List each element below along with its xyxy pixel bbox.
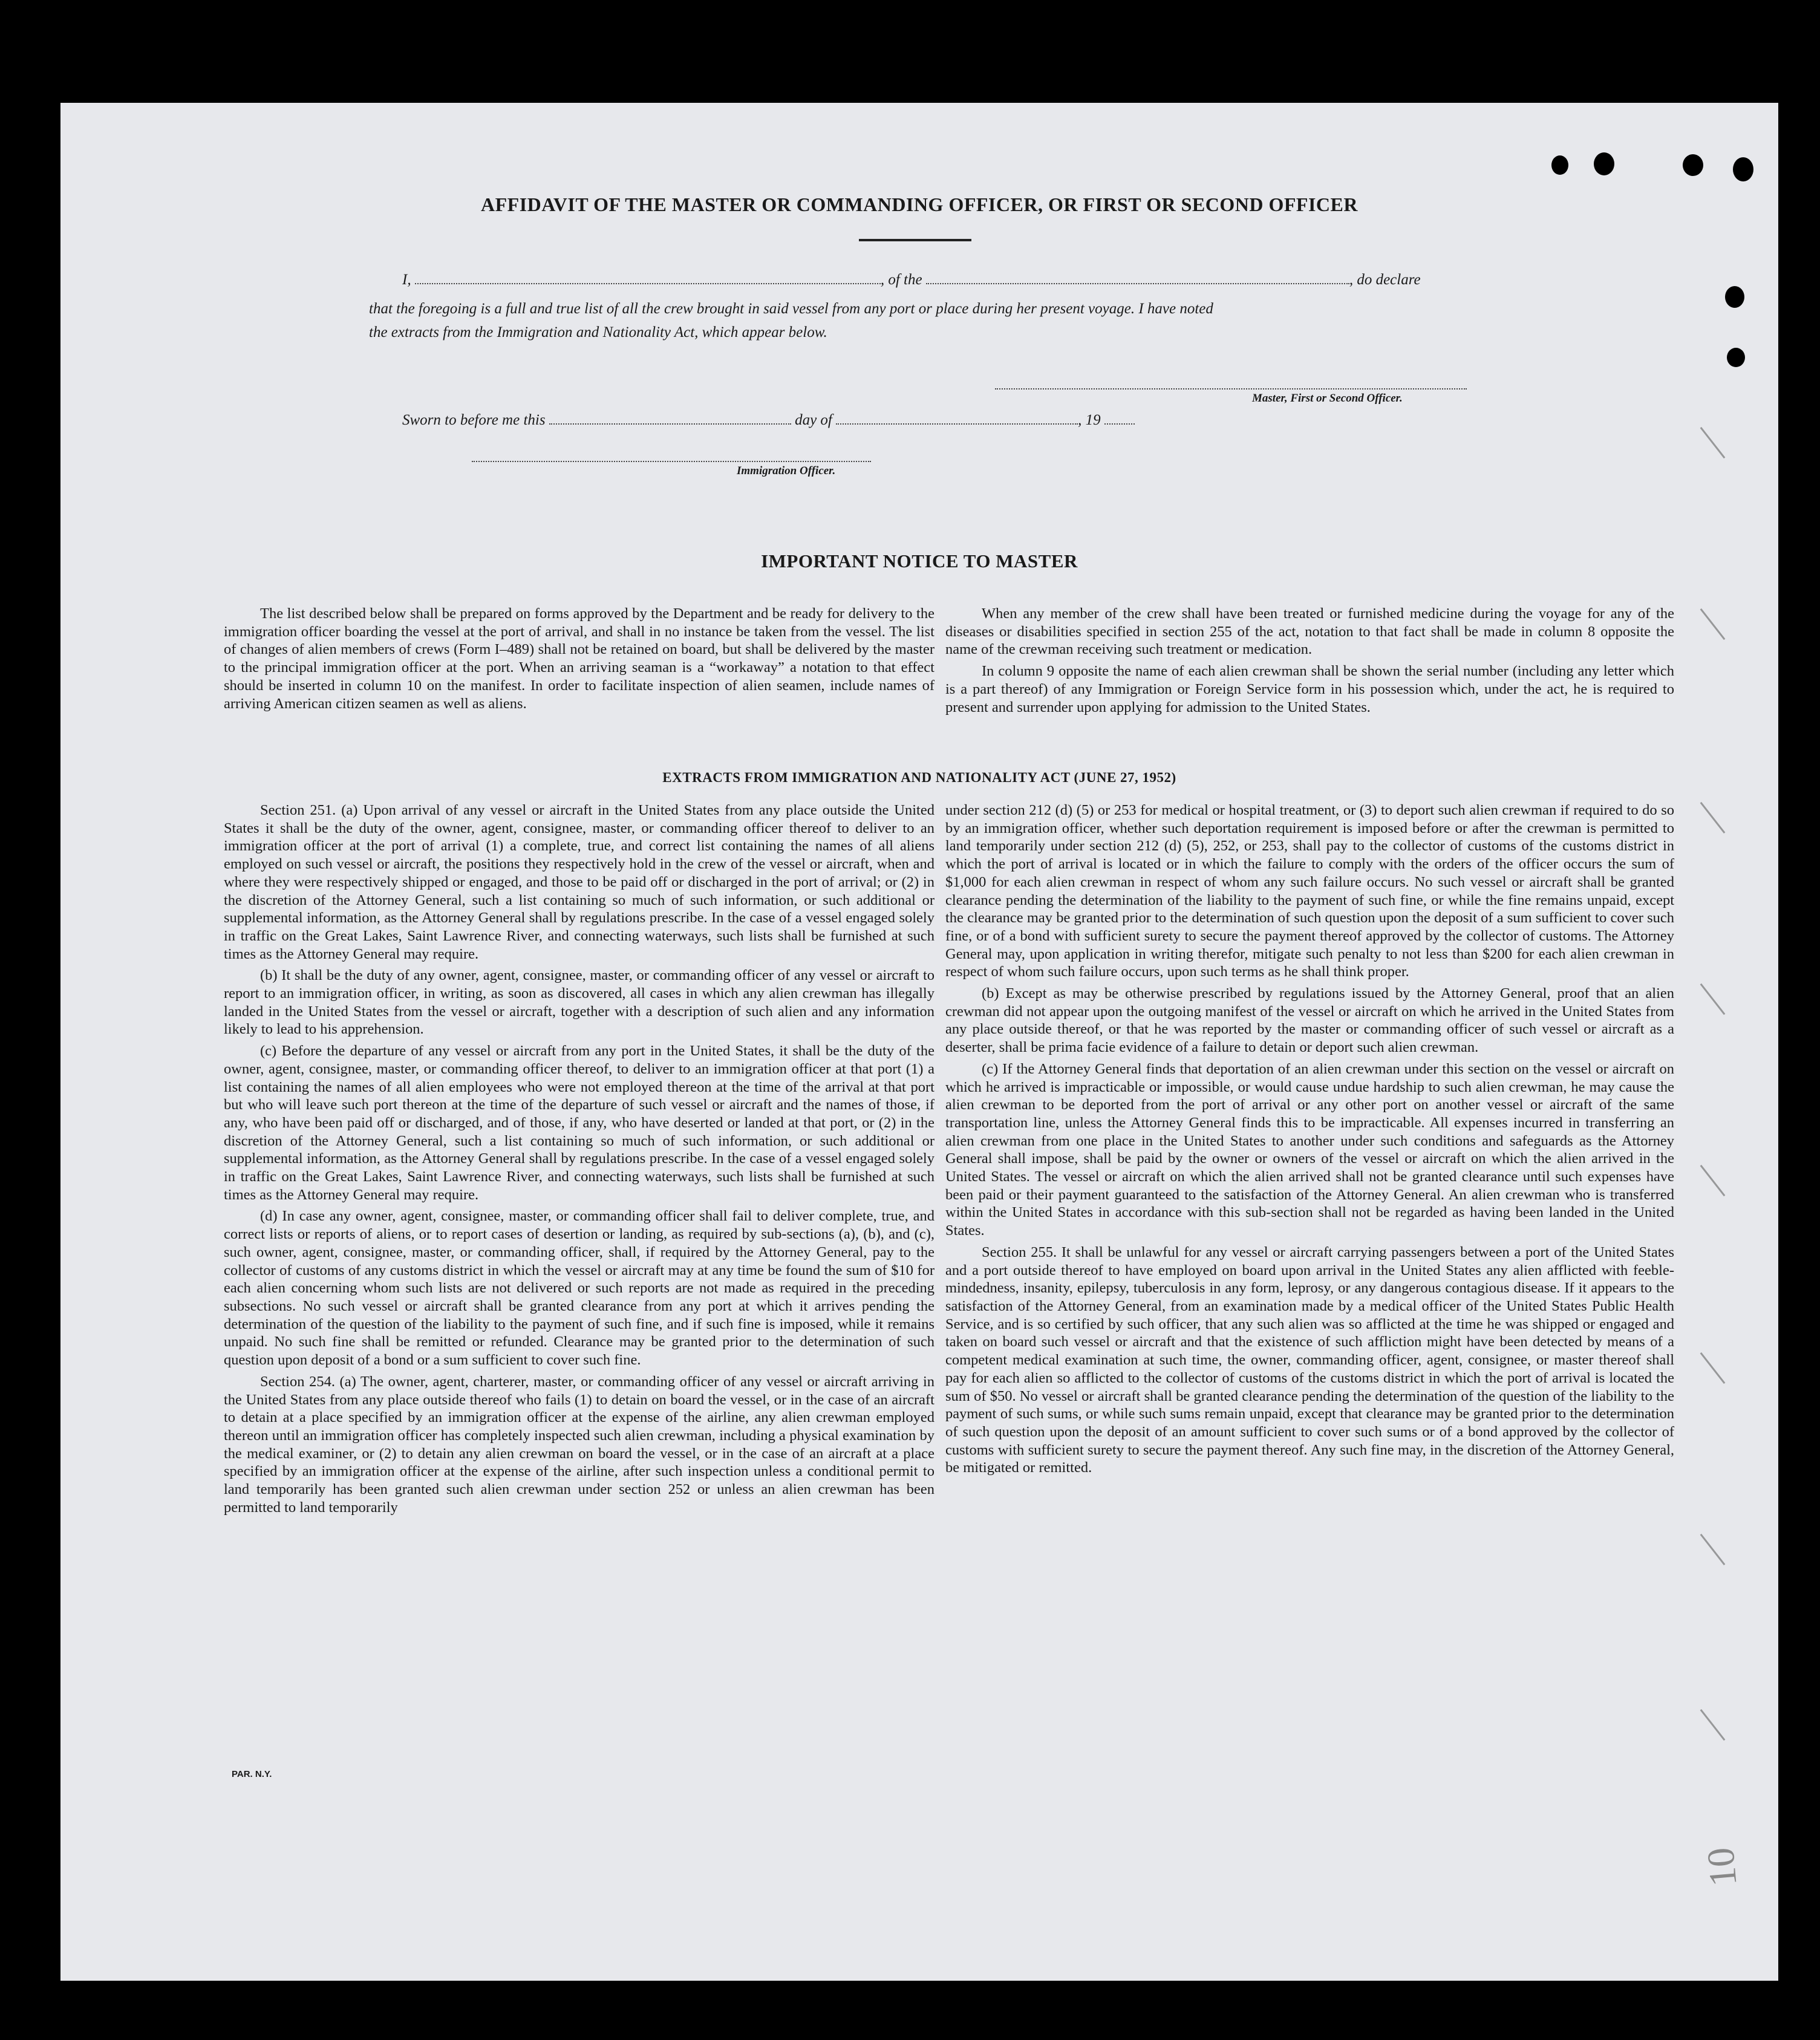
year-prefix: , 19 (1078, 412, 1101, 428)
declarant-prefix: I, (402, 272, 411, 288)
sworn-year-field[interactable] (1104, 411, 1135, 425)
pencil-tick (1700, 1534, 1726, 1565)
sworn-month-field[interactable] (836, 411, 1078, 425)
master-signature-label: Master, First or Second Officer. (1252, 392, 1403, 405)
pencil-tick (1700, 1709, 1726, 1741)
notice-paragraph: When any member of the crew shall have been treated or furnished medicine during the voyage for any of the diseases or disabilities specified in section 255 of the act, notation to that fact shall be made in column 8 opposite the name of the crewman receiving such treatment or medication. (945, 605, 1674, 658)
punch-hole (1594, 152, 1614, 175)
pencil-tick (1700, 1165, 1726, 1196)
notice-paragraph: In column 9 opposite the name of each alien crewman shall be shown the serial number (including any letter which is a part thereof) of any Immigration or Foreign Service form in his possession which, under the act, he is required to present and surrender upon applying for admission to the United States. (945, 663, 1674, 715)
pencil-tick (1700, 802, 1726, 833)
notice-right-column (945, 605, 1674, 720)
immigration-officer-label: Immigration Officer. (737, 464, 836, 477)
vessel-name-field[interactable] (926, 271, 1349, 284)
declaration-line-1 (402, 271, 1421, 288)
pencil-tick (1700, 608, 1726, 640)
affidavit-title: AFFIDAVIT OF THE MASTER OR COMMANDING OFFICER, OR FIRST OR SECOND OFFICER (481, 194, 1358, 215)
section-paragraph: (c) If the Attorney General finds that deportation of an alien crewman under this section on the vessel or aircraft on which he arrived is impracticable or impossible, or would cause undue hardship to such alien crewman, he may cause the alien crewman to be deported from the port of arrival or any other port on another vessel or aircraft of the same transportation line, unless the Attorney General finds this to be impracticable. All expenses incurred in transferring an alien crewman from one place in the United States to another under such conditions and safeguards as the Attorney General shall impose, shall be paid by the owner or owners of the vessel or aircraft on which the alien arrived in the United States. The vessel or aircraft on which the alien arrived shall not be granted clearance until such expenses have been paid or their payment guaranteed to the satisfaction of the Attorney General. An alien crewman who is transferred within the United States in accordance with this sub-section shall not be regarded as having been landed in the United States. (945, 1060, 1674, 1239)
immigration-officer-signature-line[interactable] (472, 460, 871, 462)
declarant-name-field[interactable] (415, 271, 881, 284)
declaration-line-3: the extracts from the Immigration and Nationality Act, which appear below. (369, 324, 827, 341)
section-paragraph: Section 254. (a) The owner, agent, charterer, master, or commanding officer of any vessel or aircraft arriving in the United States from any place outside thereof who fails (1) to detain on board the vessel, or in the case of an aircraft to detain at a place specified by an immigration officer at the expense of the airline, any alien crewman employed thereon until an immigration officer has completely inspected such alien crewman, including a physical examination by the medical examiner, or (2) to detain any alien crewman on board the vessel, or in the case of an aircraft at a place specified by an immigration officer at the expense of the airline, after such inspection unless a conditional permit to land temporarily has been granted such alien crewman under section 252 or unless an alien crewman has been permitted to land temporarily (224, 1373, 934, 1516)
vessel-prefix: , of the (880, 272, 922, 288)
punch-hole (1683, 154, 1703, 176)
punch-hole (1727, 348, 1745, 367)
day-of-text: day of (795, 412, 832, 428)
section-paragraph: Section 255. It shall be unlawful for any vessel or aircraft carrying passengers between a port of the United States and a port outside thereof to have employed on board upon arrival in the United States any alien afflicted with feeble-mindedness, insanity, epilepsy, tuberculosis in any form, leprosy, or any dangerous contagious disease. If it appears to the satisfaction of the Attorney General, from an examination made by a medical officer of the United States Public Health Service, and is so certified by such officer, that any such alien was so afflicted at the time he was shipped or engaged and taken on board such vessel or aircraft and that the existence of such affliction might have been detected by means of a competent medical examination at such time, the owner, commanding officer, agent, consignee, or master thereof shall pay for each alien so afflicted to the collector of customs of the customs district in which the port of arrival is located the sum of $50. No vessel or aircraft shall be granted clearance pending the determination of the question of the liability to the payment of such sums, or while such sums remain unpaid, except that clearance may be granted prior to the determination of such question upon the deposit of an amount sufficient to cover such sums or of a bond approved by the collector of customs with sufficient surety to secure the payment thereof. Any such fine may, in the discretion of the Attorney General, be mitigated or remitted. (945, 1243, 1674, 1476)
extracts-right-column (945, 801, 1674, 1481)
notice-paragraph: The list described below shall be prepared on forms approved by the Department and be ready for delivery to the immigration officer boarding the vessel at the port of arrival, and shall in no instance be taken from the vessel. The list of changes of alien members of crews (Form I–489) shall not be retained on board, but shall be delivered by the master to the principal immigration officer at the port. When an arriving seaman is a “workaway” a notation to that effect should be inserted in column 10 on the manifest. In order to facilitate inspection of alien seamen, include names of arriving American citizen seamen as well as aliens. (224, 605, 934, 712)
notice-left-column (224, 605, 934, 716)
section-paragraph: (d) In case any owner, agent, consignee, master, or commanding officer shall fail to deliver complete, true, and correct lists or reports of aliens, or to report cases of desertion or landing, as required by sub-sections (a), (b), and (c), such owner, agent, consignee, master, or commanding officer, shall, if required by the Attorney General, pay to the collector of customs of any customs district in which the vessel or aircraft may at any time be found the sum of $10 for each alien concerning whom such lists are not delivered or such reports are not made as required in the preceding subsections. No such vessel or aircraft shall be granted clearance from any port at which it arrives pending the determination of the question of the liability to the payment of such fine, and if such fine is imposed, while it remains unpaid. No such fine shall be remitted or refunded. Clearance may be granted prior to the determination of such question upon deposit of a bond or a sum sufficient to cover such fine. (224, 1208, 934, 1369)
sworn-line (402, 411, 1135, 429)
pencil-page-number: 10 (1698, 1846, 1745, 1889)
title-rule (859, 239, 971, 241)
punch-hole (1725, 286, 1744, 308)
master-signature-line[interactable] (995, 387, 1467, 389)
extracts-title: EXTRACTS FROM IMMIGRATION AND NATIONALITY ACT (JUNE 27, 1952) (662, 770, 1176, 785)
section-paragraph: (c) Before the departure of any vessel or aircraft from any port in the United States, it shall be the duty of the owner, agent, consignee, master, or commanding officer thereof, to deliver to an immigration officer at that port (1) a list containing the names of all alien employees who were not employed thereon at the time of the arrival at that port but who will leave such port thereon at the time of the departure of such vessel or aircraft and the names of those, if any, who have been paid off or discharged, and of those, if any, who have deserted or landed at that port, or (2) in the discretion of the Attorney General, such a list containing so much of such information, or such additional or supplemental information, as the Attorney General shall by regulations prescribe. In the case of a vessel engaged solely in traffic on the Great Lakes, Saint Lawrence River, and connecting waterways, such lists shall be furnished at such times as the Attorney General may require. (224, 1043, 934, 1203)
pencil-tick (1700, 427, 1726, 458)
printer-mark: PAR. N.Y. (232, 1769, 272, 1779)
declaration-line-2: that the foregoing is a full and true list of all the crew brought in said vessel from any port or place during her present voyage. I have noted (369, 301, 1213, 317)
pencil-tick (1700, 983, 1726, 1015)
section-paragraph: Section 251. (a) Upon arrival of any vessel or aircraft in the United States from any place outside the United States it shall be the duty of the owner, agent, consignee, master, or commanding officer thereof to deliver to an immigration officer at the port of arrival (1) a complete, true, and correct list containing the names of all aliens employed on such vessel or aircraft, the positions they respectively hold in the crew of the vessel or aircraft, when and where they were respectively shipped or engaged, and those to be paid off or discharged in the port of arrival; or (2) in the discretion of the Attorney General, such a list containing so much of such information, or such additional or supplemental information, as the Attorney General shall by regulations prescribe. In the case of a vessel engaged solely in traffic on the Great Lakes, Saint Lawrence River, and connecting waterways, such lists shall be furnished at such times as the Attorney General may require. (224, 802, 934, 962)
sworn-day-field[interactable] (549, 411, 791, 425)
form-page (60, 103, 1778, 1981)
declare-text: , do declare (1349, 272, 1421, 288)
pencil-tick (1700, 1352, 1726, 1384)
section-paragraph: (b) Except as may be otherwise prescribed by regulations issued by the Attorney General, proof that an alien crewman did not appear upon the outgoing manifest of the vessel or aircraft on which he arrived in the United States from any place outside thereof, or that he was reported by the master or commanding officer of such vessel or aircraft as a deserter, shall be prima facie evidence of a failure to detain or deport such alien crewman. (945, 985, 1674, 1056)
sworn-prefix: Sworn to before me this (402, 412, 546, 428)
punch-hole (1551, 155, 1568, 175)
section-paragraph: (b) It shall be the duty of any owner, agent, consignee, master, or commanding officer of any vessel or aircraft to report to an immigration officer, in writing, as soon as discovered, all cases in which any alien crewman has illegally landed in the United States from the vessel or aircraft, together with a description of such alien and any information likely to lead to his apprehension. (224, 967, 934, 1038)
section-paragraph: under section 212 (d) (5) or 253 for medical or hospital treatment, or (3) to deport such alien crewman if required to do so by an immigration officer, whether such deportation requirement is imposed before or after the crewman is permitted to land temporarily under section 212 (d) (5), 252, or 253, shall pay to the collector of customs of the customs district in which the port of arrival is located or in which the failure to comply with the orders of the officer occurs the sum of $1,000 for each alien crewman in respect of whom any such failure occurs. No such vessel or aircraft shall be granted clearance pending the determination of the liability to the payment of such fine, or while the fine remains unpaid, except the clearance may be granted prior to the determination of such question upon the deposit of a sum sufficient to cover such fine, or of a bond with sufficient surety to secure the payment thereof approved by the collector of customs. The Attorney General may, upon application in writing therefor, mitigate such penalty to not less than $200 for each alien crewman in respect of whom such failure occurs, upon such terms as he shall think proper. (945, 802, 1674, 980)
punch-hole (1733, 157, 1753, 181)
notice-title: IMPORTANT NOTICE TO MASTER (761, 550, 1078, 572)
extracts-left-column (224, 801, 934, 1520)
